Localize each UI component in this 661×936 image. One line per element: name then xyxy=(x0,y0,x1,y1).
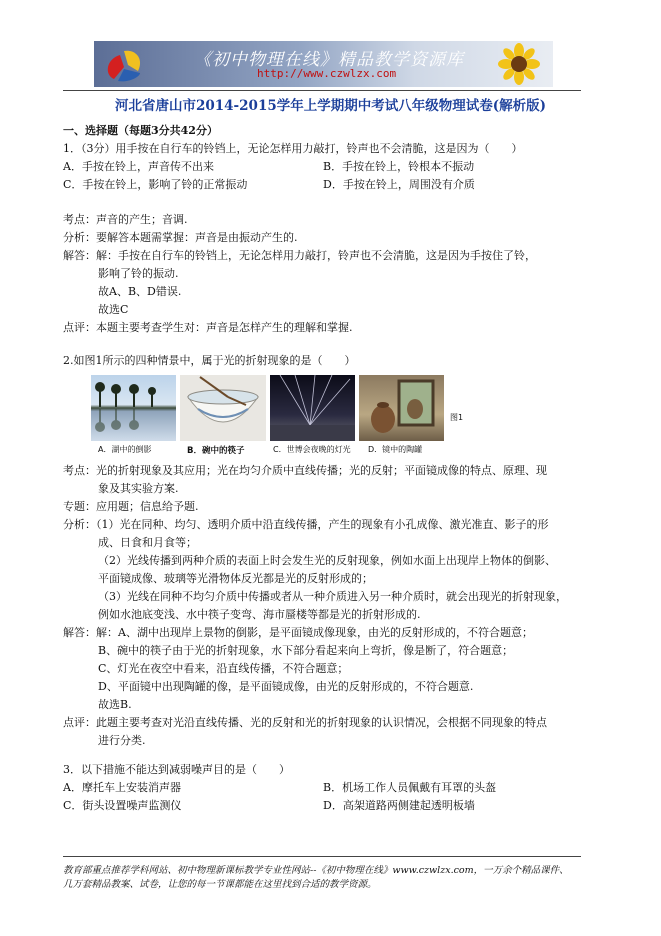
document-title: 河北省唐山市2014-2015学年上学期期中考试八年级物理试卷(解析版) xyxy=(114,98,547,114)
header-banner xyxy=(94,41,553,87)
footer-line2: 几万套精品教案、试卷，让您的每一节课都能在这里找到合适的教学资源。 xyxy=(63,879,377,890)
q2-zhuanti: 专题：应用题；信息给予题. xyxy=(63,500,199,513)
q1-jieda-line1: 解答：解：手按在自行车的铃铛上，无论怎样用力敲打，铃声也不会清脆，这是因为手按住了铃， xyxy=(63,249,536,262)
q3-option-c: C．街头设置噪声监测仪 xyxy=(63,799,182,812)
q2-fenxi-line3: （2）光线传播到两种介质的表面上时会发生光的反射现象，例如水面上出现岸上物体的倒影、 xyxy=(98,554,556,567)
q2-jieda-line4: D、平面镜中出现陶罐的像，是平面镜成像，由光的反射形成的，不符合题意. xyxy=(98,680,474,693)
q2-jieda-line3: C、灯光在夜空中看来，沿直线传播，不符合题意； xyxy=(98,662,349,675)
q2-fenxi-line4: 平面镜成像、玻璃等光滑物体反光都是光的反射形成的； xyxy=(98,572,373,585)
q1-dianping: 点评：本题主要考查学生对：声音是怎样产生的理解和掌握. xyxy=(63,321,353,334)
q1-option-d: D．手按在铃上，周围没有介质 xyxy=(323,178,475,191)
q2-jieda-line1: 解答：解：A、湖中出现岸上景物的倒影，是平面镜成像现象，由光的反射形成的，不符合题意； xyxy=(63,626,533,639)
caption-a: A．湖中的倒影 xyxy=(98,445,152,454)
banner-url[interactable]: http://www.czwlzx.com xyxy=(257,67,397,80)
site-logo-icon xyxy=(100,45,150,83)
header-divider xyxy=(63,90,581,91)
q1-jieda-line3: 故A、B、D错误. xyxy=(98,285,182,298)
q1-fenxi: 分析：要解答本题需掌握：声音是由振动产生的. xyxy=(63,231,298,244)
q2-fenxi-line5: （3）光线在同种不均匀介质中传播或者从一种介质进入另一种介质时，就会出现光的折射现象， xyxy=(98,590,567,603)
mirror-pot-icon xyxy=(359,375,444,441)
q2-fenxi-line1: 分析：（1）光在同种、均匀、透明介质中沿直线传播，产生的现象有小孔成像、激光准直、影子的形 xyxy=(63,518,549,531)
q3-option-b: B．机场工作人员佩戴有耳罩的头盔 xyxy=(323,781,497,794)
q2-jieda-line5: 故选B. xyxy=(98,698,132,711)
q2-kaodian-line2: 象及其实验方案. xyxy=(98,482,179,495)
caption-d: D．镜中的陶罐 xyxy=(368,445,423,454)
q2-dianping-line1: 点评：此题主要考查对光沿直线传播、光的反射和光的折射现象的认识情况，会根据不同现象的特点 xyxy=(63,716,547,729)
q3-stem: 3．以下措施不能达到减弱噪声目的是（ ） xyxy=(63,763,290,776)
q2-stem: 2.如图1所示的四种情景中，属于光的折射现象的是（ ） xyxy=(63,354,356,367)
q1-jieda-line4: 故选C xyxy=(98,303,129,316)
section-heading: 一、选择题（每题3分共42分） xyxy=(63,124,218,137)
photo-lake-reflection xyxy=(91,375,176,441)
q1-kaodian: 考点：声音的产生；音调. xyxy=(63,213,188,226)
photo-bowl-chopsticks xyxy=(180,375,266,441)
figure-label: 图1 xyxy=(450,413,464,422)
footer-line1: 教育部重点推荐学科网站、初中物理新课标教学专业性网站--《初中物理在线》www.czwlzx.com，一万余个精品课件、 xyxy=(63,865,569,876)
banner-title: 《初中物理在线》精品教学资源库 xyxy=(194,50,464,70)
photo-expo-night-lights xyxy=(270,375,355,441)
q2-dianping-line2: 进行分类. xyxy=(98,734,146,747)
q1-option-b: B．手按在铃上，铃根本不振动 xyxy=(323,160,475,173)
tree-silhouette-icon xyxy=(91,375,176,441)
q2-jieda-line2: B、碗中的筷子由于光的折射现象，水下部分看起来向上弯折，像是断了，符合题意； xyxy=(98,644,514,657)
bowl-icon xyxy=(180,375,266,441)
q1-option-a: A．手按在铃上，声音传不出来 xyxy=(63,160,214,173)
q2-kaodian-line1: 考点：光的折射现象及其应用；光在均匀介质中直线传播；光的反射；平面镜成像的特点、原理、现 xyxy=(63,464,547,477)
q3-option-a: A．摩托车上安装消声器 xyxy=(63,781,181,794)
sunflower-icon xyxy=(489,43,547,85)
caption-c: C．世博会夜晚的灯光 xyxy=(273,445,351,454)
photo-mirror-pot xyxy=(359,375,444,441)
q1-jieda-line2: 影响了铃的振动. xyxy=(98,267,179,280)
q1-stem: 1．（3分）用手按在自行车的铃铛上，无论怎样用力敲打，铃声也不会清脆，这是因为（ ） xyxy=(63,142,523,155)
q2-fenxi-line2: 成、日食和月食等； xyxy=(98,536,197,549)
q3-option-d: D．高架道路两侧建起透明板墙 xyxy=(323,799,475,812)
q2-fenxi-line6: 例如水池底变浅、水中筷子变弯、海市蜃楼等都是光的折射形成的. xyxy=(98,608,421,621)
light-beams-icon xyxy=(270,375,355,441)
footer-divider xyxy=(63,856,581,857)
q1-option-c: C．手按在铃上，影响了铃的正常振动 xyxy=(63,178,248,191)
caption-b: B．碗中的筷子 xyxy=(187,446,245,456)
